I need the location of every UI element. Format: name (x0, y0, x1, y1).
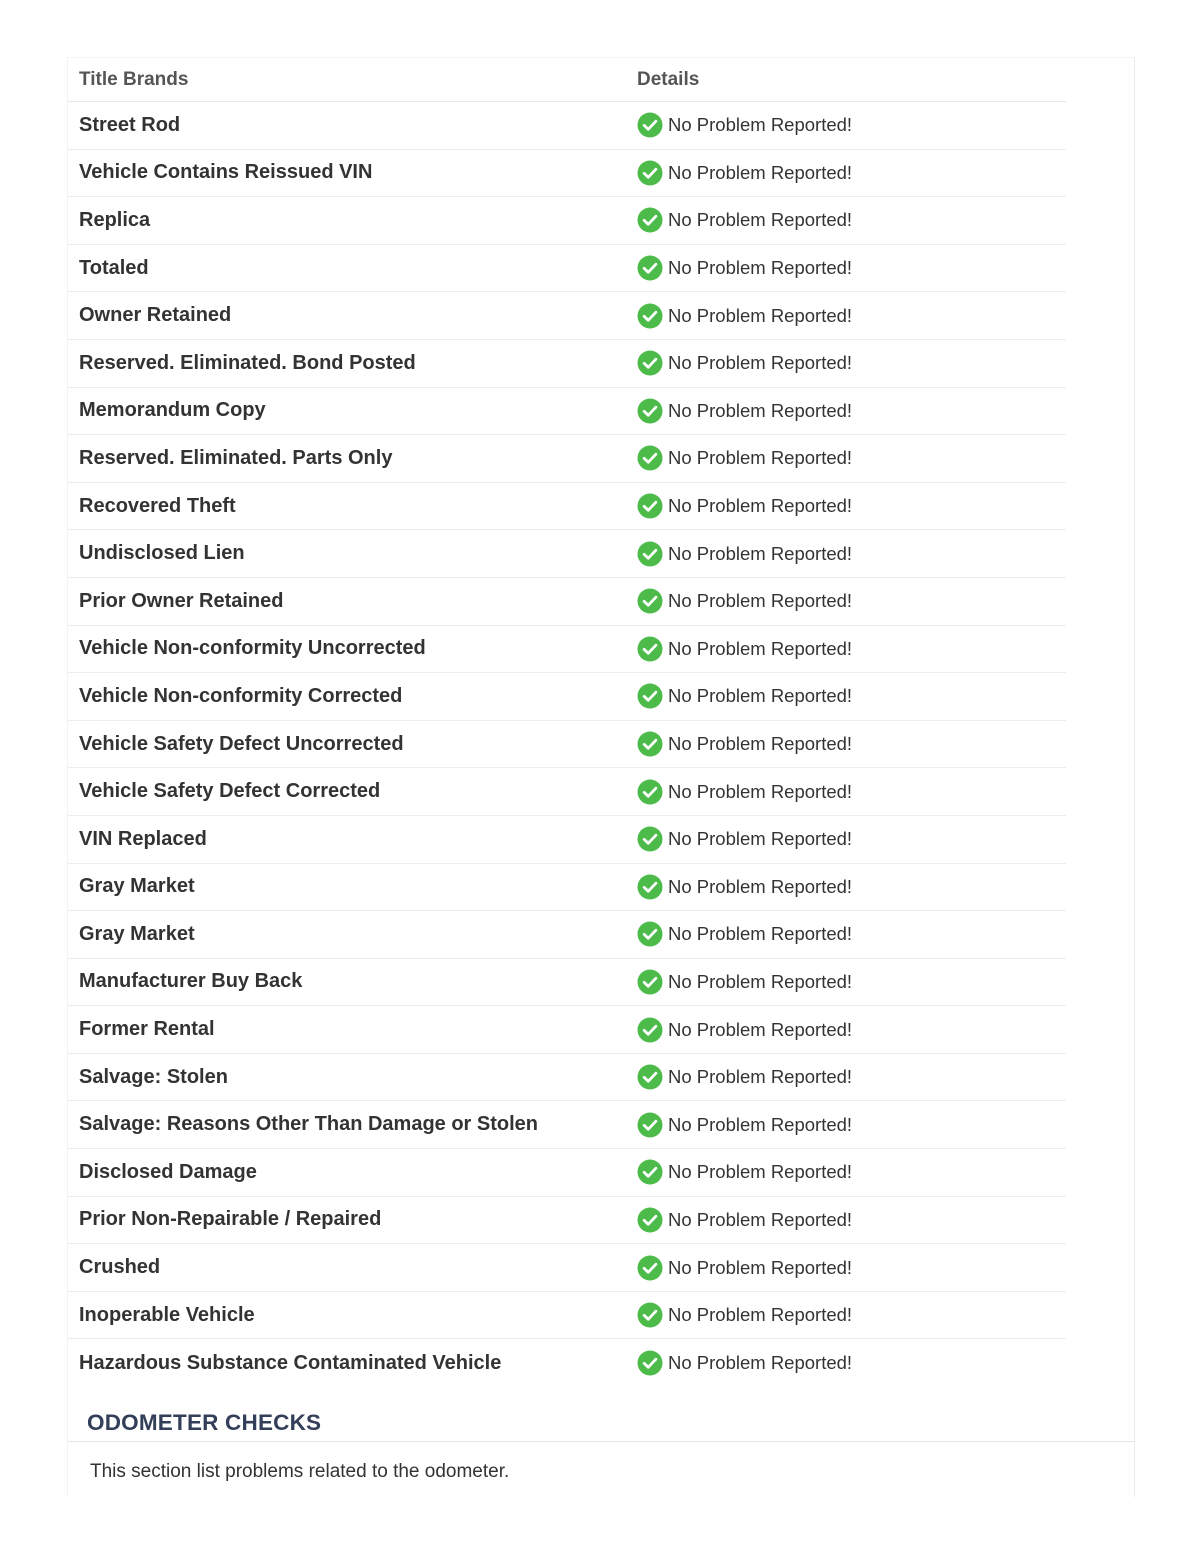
table-row (68, 721, 1066, 769)
table-row (68, 102, 1066, 150)
title-brand-name: Undisclosed Lien (79, 542, 245, 565)
check-circle-icon (637, 350, 663, 376)
check-circle-icon (637, 636, 663, 662)
check-circle-icon (637, 969, 663, 995)
status-text: No Problem Reported! (668, 1113, 853, 1135)
title-brands-table (68, 58, 1066, 1387)
title-brand-name: Prior Owner Retained (79, 589, 284, 612)
table-row (68, 530, 1066, 578)
odometer-checks-description: This section list problems related to the odometer. (90, 1461, 510, 1482)
table-row (68, 435, 1066, 483)
status-text: No Problem Reported! (668, 352, 853, 374)
column-header-details: Details (637, 68, 700, 90)
title-brand-name: Prior Non-Repairable / Repaired (79, 1208, 382, 1231)
status-text: No Problem Reported! (668, 1304, 853, 1326)
title-brand-status (637, 636, 852, 662)
check-circle-icon (637, 1064, 663, 1090)
check-circle-icon (637, 303, 663, 329)
title-brand-name: Totaled (79, 256, 149, 279)
status-text: No Problem Reported! (668, 685, 853, 707)
table-row (68, 483, 1066, 531)
status-text: No Problem Reported! (668, 447, 853, 469)
status-text: No Problem Reported! (668, 828, 853, 850)
title-brand-status (637, 826, 852, 852)
title-brand-name: Vehicle Non-conformity Corrected (79, 684, 403, 707)
status-text: No Problem Reported! (668, 590, 853, 612)
status-text: No Problem Reported! (668, 923, 853, 945)
title-brand-name: VIN Replaced (79, 827, 207, 850)
table-row (68, 1292, 1066, 1340)
title-brand-status (637, 1302, 852, 1328)
table-row (68, 1197, 1066, 1245)
title-brand-status (637, 1064, 852, 1090)
check-circle-icon (637, 207, 663, 233)
title-brand-status (637, 1207, 852, 1233)
title-brand-status (637, 493, 852, 519)
title-brand-name: Owner Retained (79, 304, 232, 327)
check-circle-icon (637, 731, 663, 757)
title-brand-name: Disclosed Damage (79, 1160, 257, 1183)
table-row (68, 388, 1066, 436)
table-row (68, 911, 1066, 959)
table-row (68, 816, 1066, 864)
status-text: No Problem Reported! (668, 161, 853, 183)
title-brand-name: Street Rod (79, 113, 181, 136)
table-row (68, 150, 1066, 198)
odometer-checks-title: ODOMETER CHECKS (87, 1410, 322, 1435)
check-circle-icon (637, 921, 663, 947)
table-header (68, 58, 1066, 102)
status-text: No Problem Reported! (668, 495, 853, 517)
table-row (68, 673, 1066, 721)
table-row (68, 245, 1066, 293)
title-brand-name: Former Rental (79, 1018, 215, 1041)
title-brand-name: Gray Market (79, 922, 195, 945)
status-text: No Problem Reported! (668, 780, 853, 802)
table-row (68, 340, 1066, 388)
check-circle-icon (637, 683, 663, 709)
title-brand-name: Vehicle Safety Defect Uncorrected (79, 732, 404, 755)
title-brand-status (637, 921, 852, 947)
table-row (68, 626, 1066, 674)
check-circle-icon (637, 1159, 663, 1185)
title-brand-status (637, 255, 852, 281)
title-brand-name: Hazardous Substance Contaminated Vehicle (79, 1351, 502, 1374)
title-brand-status (637, 969, 852, 995)
status-text: No Problem Reported! (668, 1018, 853, 1040)
title-brand-name: Vehicle Non-conformity Uncorrected (79, 637, 426, 660)
title-brand-status (637, 731, 852, 757)
title-brand-status (637, 1159, 852, 1185)
title-brand-status (637, 445, 852, 471)
status-text: No Problem Reported! (668, 1161, 853, 1183)
title-brand-name: Salvage: Reasons Other Than Damage or Stolen (79, 1113, 539, 1136)
check-circle-icon (637, 1255, 663, 1281)
report-panel (67, 57, 1135, 1497)
check-circle-icon (637, 398, 663, 424)
title-brand-name: Reserved. Eliminated. Bond Posted (79, 351, 416, 374)
column-header-title-brands: Title Brands (79, 68, 189, 90)
check-circle-icon (637, 493, 663, 519)
check-circle-icon (637, 445, 663, 471)
title-brand-name: Manufacturer Buy Back (79, 970, 303, 993)
title-brand-status (637, 541, 852, 567)
table-row (68, 578, 1066, 626)
table-row (68, 197, 1066, 245)
title-brand-status (637, 160, 852, 186)
table-row (68, 864, 1066, 912)
title-brand-status (637, 779, 852, 805)
table-row (68, 292, 1066, 340)
status-text: No Problem Reported! (668, 114, 853, 136)
status-text: No Problem Reported! (668, 1256, 853, 1278)
title-brand-name: Crushed (79, 1256, 161, 1279)
title-brand-status (637, 207, 852, 233)
title-brand-status (637, 350, 852, 376)
check-circle-icon (637, 588, 663, 614)
check-circle-icon (637, 112, 663, 138)
check-circle-icon (637, 541, 663, 567)
check-circle-icon (637, 826, 663, 852)
status-text: No Problem Reported! (668, 1066, 853, 1088)
check-circle-icon (637, 1207, 663, 1233)
status-text: No Problem Reported! (668, 257, 853, 279)
title-brand-status (637, 1017, 852, 1043)
table-row (68, 768, 1066, 816)
title-brand-name: Vehicle Contains Reissued VIN (79, 161, 373, 184)
status-text: No Problem Reported! (668, 399, 853, 421)
title-brand-status (637, 1255, 852, 1281)
status-text: No Problem Reported! (668, 1352, 853, 1374)
title-brand-status (637, 1350, 852, 1376)
title-brand-status (637, 588, 852, 614)
check-circle-icon (637, 255, 663, 281)
table-body (68, 102, 1066, 1387)
title-brand-name: Memorandum Copy (79, 399, 266, 422)
title-brand-status (637, 683, 852, 709)
section-divider (68, 1441, 1134, 1442)
title-brand-name: Replica (79, 208, 151, 231)
title-brand-status (637, 398, 852, 424)
status-text: No Problem Reported! (668, 875, 853, 897)
title-brand-status (637, 303, 852, 329)
table-row (68, 1054, 1066, 1102)
status-text: No Problem Reported! (668, 542, 853, 564)
check-circle-icon (637, 779, 663, 805)
status-text: No Problem Reported! (668, 970, 853, 992)
title-brand-status (637, 1112, 852, 1138)
check-circle-icon (637, 1350, 663, 1376)
check-circle-icon (637, 1302, 663, 1328)
status-text: No Problem Reported! (668, 304, 853, 326)
title-brand-name: Vehicle Safety Defect Corrected (79, 780, 381, 803)
table-row (68, 1101, 1066, 1149)
status-text: No Problem Reported! (668, 637, 853, 659)
check-circle-icon (637, 1112, 663, 1138)
title-brand-name: Gray Market (79, 875, 195, 898)
table-row (68, 1244, 1066, 1292)
title-brand-name: Salvage: Stolen (79, 1065, 228, 1088)
status-text: No Problem Reported! (668, 733, 853, 755)
table-row (68, 1006, 1066, 1054)
check-circle-icon (637, 874, 663, 900)
title-brand-status (637, 874, 852, 900)
table-row (68, 1149, 1066, 1197)
status-text: No Problem Reported! (668, 1208, 853, 1230)
title-brand-name: Reserved. Eliminated. Parts Only (79, 446, 393, 469)
title-brand-status (637, 112, 852, 138)
check-circle-icon (637, 160, 663, 186)
table-row (68, 959, 1066, 1007)
status-text: No Problem Reported! (668, 209, 853, 231)
table-row (68, 1339, 1066, 1387)
check-circle-icon (637, 1017, 663, 1043)
title-brand-name: Inoperable Vehicle (79, 1303, 255, 1326)
title-brand-name: Recovered Theft (79, 494, 236, 517)
